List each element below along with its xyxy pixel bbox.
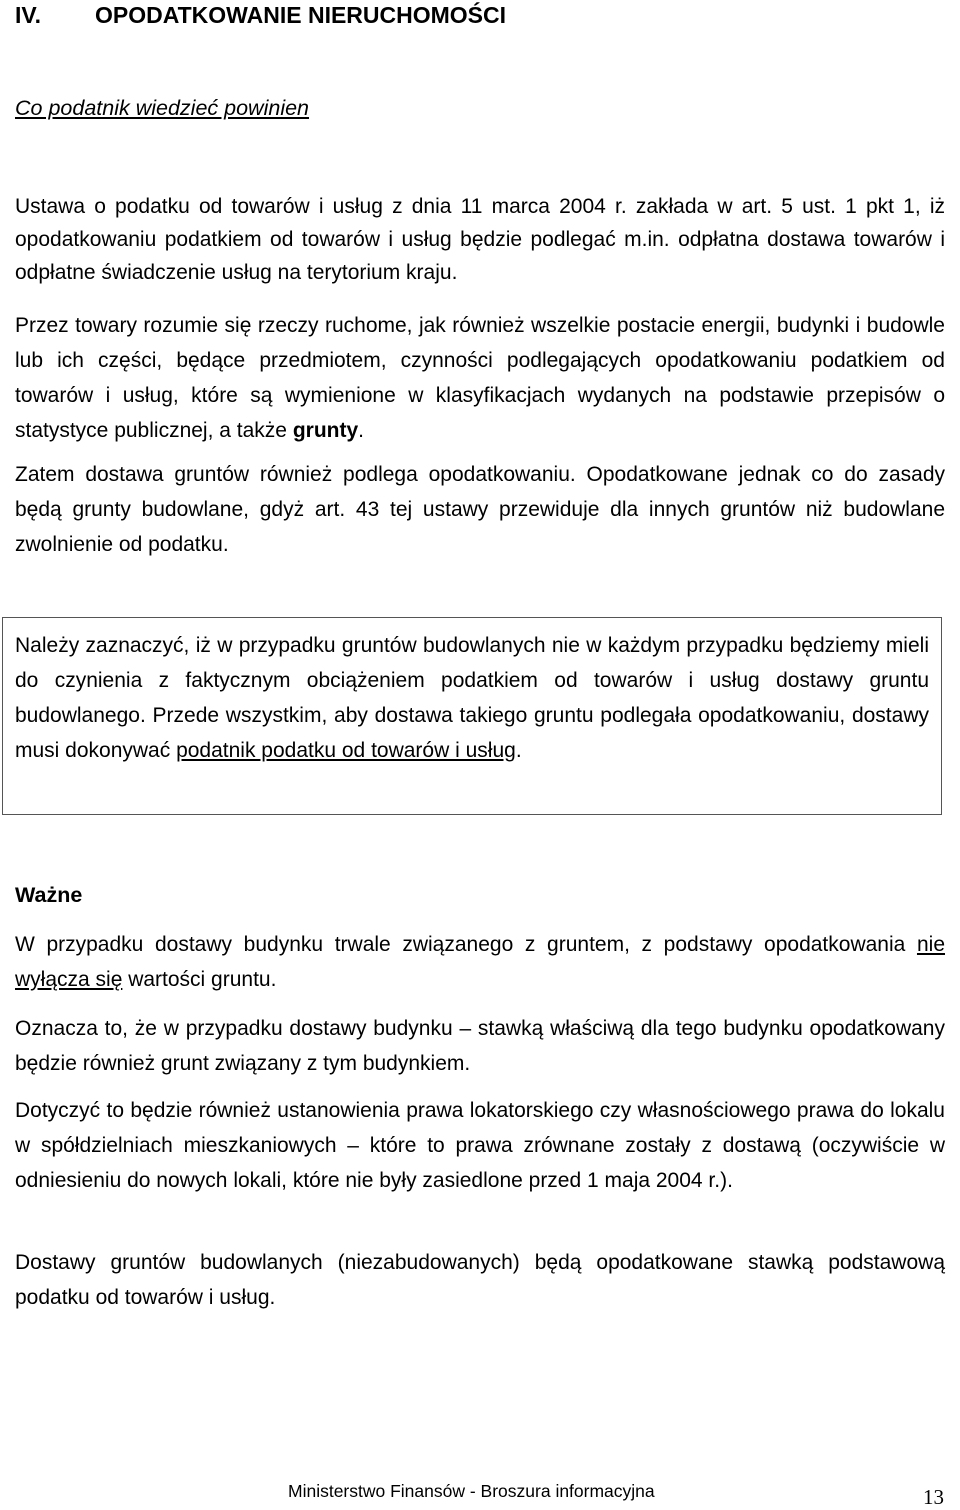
paragraph-goods-definition	[15, 308, 945, 448]
underlined-taxpayer-term: podatnik podatku od towarów i usług	[176, 739, 516, 762]
paragraph-goods-definition-text: Przez towary rozumie się rzeczy ruchome, jak również wszelkie postacie energii, budynki i budowle lub ich części, będące przedmiotem, czynności podlegających opodatkowaniu podatkiem od towarów i usług, które są wymienione w klasyfikacjach wydanych na podstawie przepisów o statystyce publicznej, a także	[15, 314, 945, 442]
chapter-heading	[15, 2, 506, 29]
underlined-not-excluded: nie wyłącza się	[15, 933, 945, 991]
paragraph-meaning: Oznacza to, że w przypadku dostawy budynku – stawką właściwą dla tego budynku opodatkowany będzie również grunt związany z tym budynkiem.	[15, 1017, 945, 1075]
paragraph-cooperative-rights: Dotyczyć to będzie również ustanowienia prawa lokatorskiego czy własnościowego prawa do lokalu w spółdzielniach mieszkaniowych – które to prawa zrównane zostały z dostawą (oczywiście w odniesieniu do nowych lokali, które nie były zasiedlone przed 1 maja 2004 r.).	[15, 1099, 945, 1192]
page-number: 13	[923, 1485, 944, 1509]
paragraph-vat-act: Ustawa o podatku od towarów i usług z dnia 11 marca 2004 r. zakłada w art. 5 ust. 1 pkt 1, iż opodatkowaniu podatkiem od towarów i usług będzie podlegać m.in. odpłatna dostawa towarów i odpłatne świadczenie usług na terytorium kraju.	[15, 195, 945, 284]
paragraph-building-supply-text: W przypadku dostawy budynku trwale związanego z gruntem, z podstawy opodatkowania	[15, 933, 917, 956]
chapter-number: IV.	[15, 2, 42, 28]
note-box-text-main: Należy zaznaczyć, iż w przypadku gruntów budowlanych nie w każdym przypadku będziemy mieli do czynienia z faktycznym obciążeniem podatkiem od towarów i usług dostawy gruntu budowlanego. Przede wszystkim, aby dostawa takiego gruntu podlegała opodatkowaniu, dostawy musi dokonywać	[15, 634, 929, 762]
important-heading: Ważne	[15, 883, 83, 907]
footer-text: Ministerstwo Finansów - Broszura informacyjna	[288, 1481, 655, 1501]
paragraph-standard-rate: Dostawy gruntów budowlanych (niezabudowanych) będą opodatkowane stawką podstawową podatku od towarów i usług.	[15, 1251, 945, 1309]
paragraph-building-supply-end: wartości gruntu.	[122, 968, 277, 991]
section-subtitle: Co podatnik wiedzieć powinien	[15, 96, 310, 120]
note-box-text	[15, 628, 929, 768]
chapter-title: OPODATKOWANIE NIERUCHOMOŚCI	[95, 2, 507, 28]
note-box-text-end: .	[515, 739, 522, 762]
paragraph-building-supply	[15, 927, 945, 997]
paragraph-goods-definition-end: .	[358, 419, 364, 442]
note-box	[2, 617, 942, 815]
paragraph-land-taxation: Zatem dostawa gruntów również podlega opodatkowaniu. Opodatkowane jednak co do zasady będą grunty budowlane, gdyż art. 43 tej ustawy przewiduje dla innych gruntów niż budowlane zwolnienie od podatku.	[15, 463, 945, 556]
bold-term-grunty: grunty	[292, 419, 359, 442]
